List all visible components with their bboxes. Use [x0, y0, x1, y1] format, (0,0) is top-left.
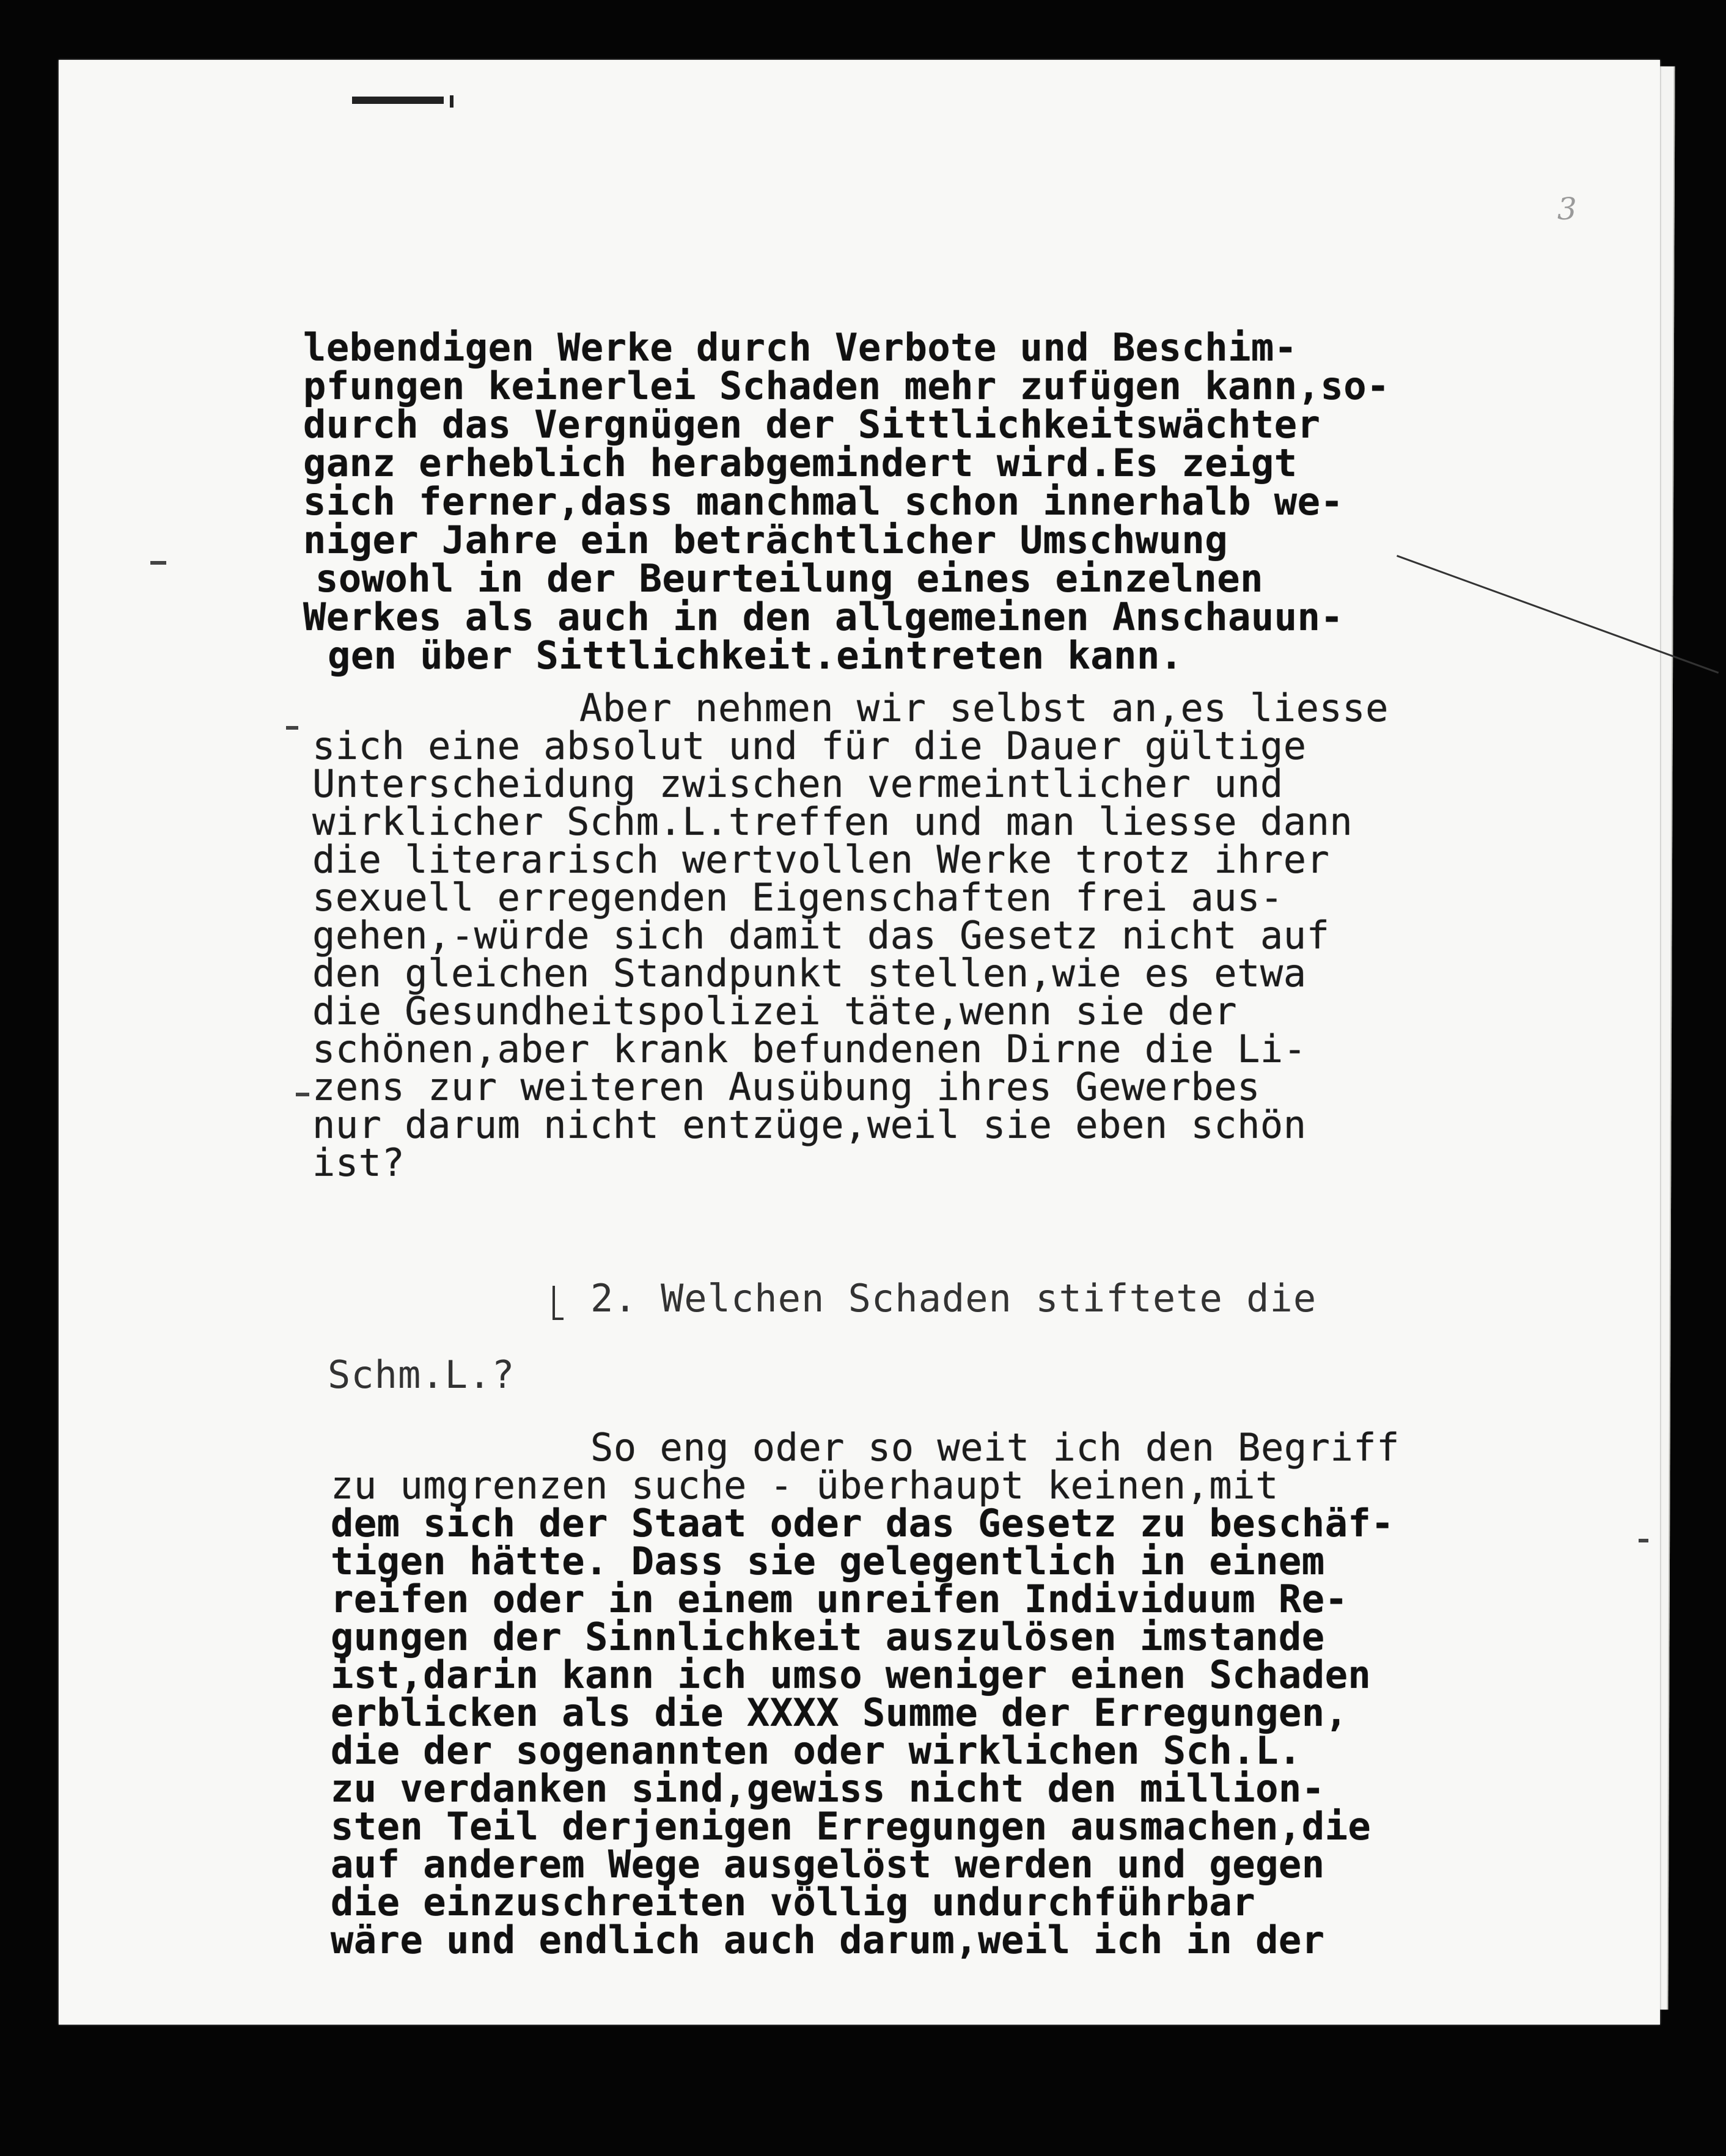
- text-line: niger Jahre ein beträchtlicher Umschwung: [303, 518, 1228, 562]
- text-line: durch das Vergnügen der Sittlichkeitswächter: [303, 402, 1321, 447]
- bracket-mark: [553, 1286, 564, 1320]
- section-heading-continued: Schm.L.?: [328, 1352, 515, 1397]
- page-number: 3: [1557, 191, 1577, 227]
- text-line: sexuell erregenden Eigenschaften frei aus-: [312, 875, 1283, 920]
- text-line: die der sogenannten oder wirklichen Sch.L.: [331, 1728, 1302, 1773]
- text-line: gen über Sittlichkeit.eintreten kann.: [328, 633, 1183, 678]
- typewritten-page: [59, 60, 1660, 2025]
- text-line: tigen hätte. Dass sie gelegentlich in einem: [331, 1539, 1325, 1583]
- text-line: gehen,-würde sich damit das Gesetz nicht auf: [312, 913, 1330, 958]
- section-heading: 2. Welchen Schaden stiftete die: [590, 1276, 1317, 1321]
- text-line: ist?: [312, 1140, 405, 1185]
- text-line: sich ferner,dass manchmal schon innerhalb we-: [303, 479, 1344, 524]
- text-line: ist,darin kann ich umso weniger einen Schaden: [331, 1652, 1372, 1697]
- text-line: die Gesundheitspolizei täte,wenn sie der: [312, 989, 1238, 1033]
- text-line: dem sich der Staat oder das Gesetz zu beschäf-: [331, 1501, 1395, 1546]
- text-line: pfungen keinerlei Schaden mehr zufügen kann,so-: [303, 364, 1390, 408]
- margin-mark: [1639, 1539, 1648, 1542]
- text-line: erblicken als die XXXX Summe der Erregungen,: [331, 1690, 1348, 1735]
- text-line: So eng oder so weit ich den Begriff: [590, 1425, 1400, 1470]
- text-line: sowohl in der Beurteilung eines einzelnen: [315, 556, 1263, 601]
- text-line: sich eine absolut und für die Dauer gültige: [312, 724, 1307, 768]
- paper-clip-mark: [450, 95, 454, 108]
- text-line: die literarisch wertvollen Werke trotz ihrer: [312, 837, 1330, 882]
- text-line: die einzuschreiten völlig undurchführbar: [331, 1880, 1256, 1924]
- text-line: zu umgrenzen suche - überhaupt keinen,mit: [331, 1463, 1279, 1508]
- text-line: sten Teil derjenigen Erregungen ausmachen,die: [331, 1804, 1372, 1849]
- margin-mark: [150, 561, 166, 565]
- margin-mark: [286, 726, 298, 730]
- text-line: zens zur weiteren Ausübung ihres Gewerbes: [312, 1065, 1260, 1109]
- text-line: Unterscheidung zwischen vermeintlicher und: [312, 761, 1283, 806]
- paper-clip-mark: [352, 97, 444, 104]
- text-line: Aber nehmen wir selbst an,es liesse: [579, 686, 1389, 730]
- text-line: reifen oder in einem unreifen Individuum Re-: [331, 1577, 1348, 1621]
- text-line: gungen der Sinnlichkeit auszulösen imstande: [331, 1615, 1325, 1659]
- text-line: Werkes als auch in den allgemeinen Anschauun-: [303, 595, 1344, 639]
- text-line: ganz erheblich herabgemindert wird.Es zeigt: [303, 441, 1298, 485]
- text-line: den gleichen Standpunkt stellen,wie es etwa: [312, 951, 1307, 996]
- margin-mark: [296, 1093, 309, 1096]
- text-line: lebendigen Werke durch Verbote und Beschim-: [303, 325, 1298, 370]
- text-line: wäre und endlich auch darum,weil ich in der: [331, 1918, 1325, 1962]
- text-line: nur darum nicht entzüge,weil sie eben schön: [312, 1102, 1307, 1147]
- text-line: zu verdanken sind,gewiss nicht den million-: [331, 1766, 1325, 1811]
- text-line: wirklicher Schm.L.treffen und man liesse dann: [312, 799, 1353, 844]
- text-line: auf anderem Wege ausgelöst werden und gegen: [331, 1842, 1325, 1887]
- text-line: schönen,aber krank befundenen Dirne die Li-: [312, 1027, 1307, 1071]
